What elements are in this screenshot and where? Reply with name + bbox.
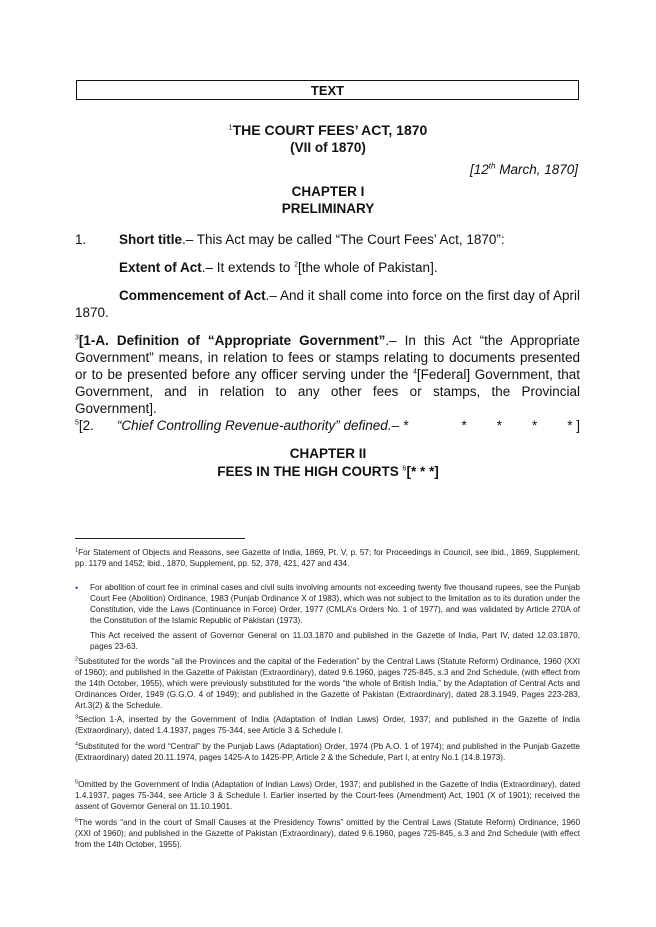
chapter-2-subheading: FEES IN THE HIGH COURTS $^6$[* * *] (217, 464, 439, 479)
section-2-omitted: $^5$[2. “Chief Controlling Revenue-authority” defined.– * * * * * ] (75, 418, 580, 433)
text-header-box (76, 80, 579, 100)
section-number: 1. (75, 232, 87, 247)
footnote-ref-6[interactable]: 6 (402, 465, 407, 473)
section-1-short-title: 1. Short title.– This Act may be called “The Court Fees’ Act, 1870”: (75, 232, 505, 247)
omission-stars: * * * * ] (461, 418, 580, 433)
act-number: (VII of 1870) (290, 140, 366, 155)
bullet-icon: • (75, 583, 79, 593)
enactment-date: [12th March, 1870] (470, 161, 578, 177)
footnote-ref-4[interactable]: 4 (413, 368, 417, 376)
footnote-separator (75, 538, 245, 539)
footnote-ref-3[interactable]: 3 (75, 334, 79, 342)
footnote-assent-note: This Act received the assent of Governor General on 11.03.1870 and published in the Gazette of India, Part IV, dated 12.03.1870, pages 23-63. (90, 631, 580, 651)
footnote-5: $^5$Omitted by the Government of India (Adaptation of Indian Laws) Order, 1937; and published in the Gazette of India (Extraordinary), dated 1.4.1937, pages 75-344, see Article 3 & Schedule I. Earlier inserted by the Court-fees (Amendment) Act, 1901 (X of 1901); received the assent of Governor General on 11.10.1901. (75, 779, 580, 811)
footnote-ref-5[interactable]: 5 (75, 419, 79, 427)
footnote-2: $^2$Substituted for the words “all the Provinces and the capital of the Federation” by the Central Laws (Statute Reform) Ordinance, 1960 (XXI of 1960); and published in the Gazette of Pakistan (Extraordinary), dated 9.6.1960, pages 725-845, s.3 and 2nd Schedule, (with effect from the 14th October, 1955), which were previously substituted for the words “the whole of British India,” by the Adaptation of Central Acts and Ordinances Order, 1949 (G.G.O. 4 of 1949); and published in the Gazette of Pakistan (Extraordinary), dated 28.3.1949, Pages 223-283, Art.3(2) & the Schedule. (75, 656, 580, 710)
footnote-ref-1[interactable]: 1 (228, 124, 233, 132)
footnote-6: $^6$The words “and in the court of Small Causes at the Presidency Towns” omitted by the Central Laws (Statute Reform) Ordinance, 1960 (XXI of 1960); and published in the Gazette of Pakistan (Extraordinary), dated 9.6.1960, pages 725-845, s.3 and 2nd Schedule (with effect from the 14th October, 1955). (75, 817, 580, 849)
section-1a-definition: $^3$[1-A. Definition of “Appropriate Government”.– In this Act “the Appropriate Government” means, in relation to fees or stamps relating to documents presented or to be presented before any officer serving under the $^4$[Federal] Government, that Government, and in relation to any other fees or stamps, the Provincial Government]. (75, 333, 580, 416)
chapter-1-heading: CHAPTER I (291, 184, 365, 199)
act-title (0, 122, 656, 138)
section-1-commencement: Commencement of Act.– And it shall come into force on the first day of April 1870. (75, 288, 580, 320)
chapter-1-subheading: PRELIMINARY (281, 201, 375, 216)
footnote-3: $^3$Section 1-A, inserted by the Government of India (Adaptation of Indian Laws) Order, 1937; and published in the Gazette of India (Extraordinary), dated 1.4.1937, pages 75-344, see Article 3 & Schedule I. (75, 714, 580, 735)
section-1-extent: Extent of Act.– It extends to $^2$[the whole of Pakistan]. (119, 260, 438, 275)
chapter-2-heading: CHAPTER II (289, 446, 367, 461)
footnote-abolition-note: For abolition of court fee in criminal cases and civil suits involving amounts not exceeding twenty five thousand rupees, see the Punjab Court Fee (Abolition) Ordinance, 1983 (Punjab Ordinance X of 1983), which was not subject to the limitation as to its duration under the Constitution, vide the Laws (Continuance in Force) Order, 1977 (CMLA’s Orders No. 1 of 1977), and was validated by Article 270A of the Constitution of the Islamic Republic of Pakistan (1973). (90, 583, 580, 625)
text-header-label: TEXT (310, 83, 345, 98)
footnote-ref-2[interactable]: 2 (294, 261, 298, 269)
footnote-4: $^4$Substituted for the word “Central” by the Punjab Laws (Adaptation) Order, 1974 (Pb A.O. 1 of 1974); and published in the Punjab Gazette (Extraordinary) dated 20.11.1974, pages 1425-A to 1425-PP, Article 2 & the Schedule, Part I, at entry No.1 (14.8.1973). (75, 741, 580, 762)
footnote-1: $^1$For Statement of Objects and Reasons, see Gazette of India, 1869, Pt. V, p. 57; for Proceedings in Council, see ibid., 1869, Supplement, pp. 1179 and 1452; ibid., 1870, Supplement, pp. 52, 378, 421, 427 and 434. (75, 547, 580, 568)
act-title-text: THE COURT FEES’ ACT, 1870 (232, 122, 428, 138)
